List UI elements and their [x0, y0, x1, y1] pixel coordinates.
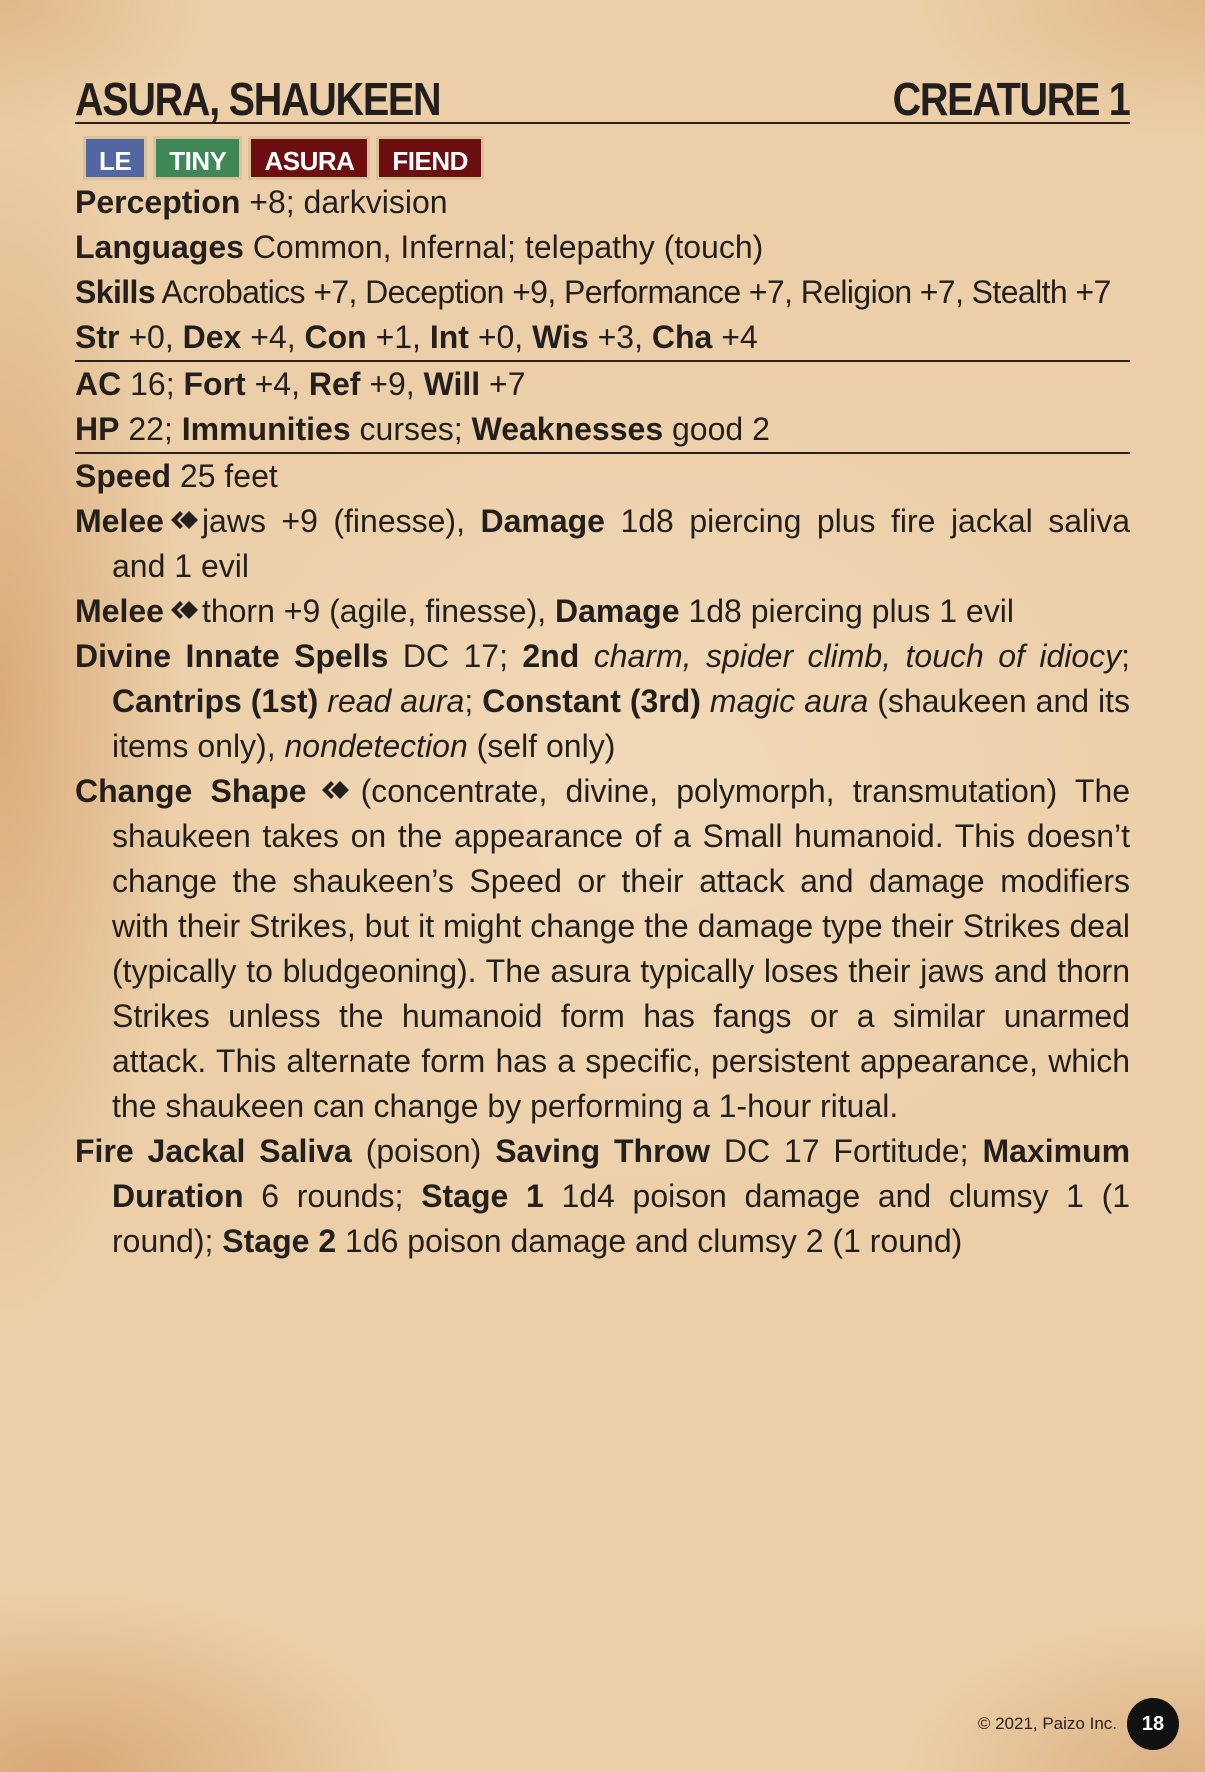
maximum-duration-value: 6 rounds; [261, 1178, 404, 1214]
damage-label: Damage [555, 593, 680, 629]
dex-label: Dex [182, 319, 242, 355]
will-label: Will [423, 366, 481, 402]
fort-label: Fort [183, 366, 246, 402]
stage-2-label: Stage 2 [222, 1223, 337, 1259]
stage-1-value: 1d4 poison damage and clumsy 1 (1 round); [112, 1178, 1130, 1259]
languages-label: Languages [75, 229, 244, 265]
melee-thorn-entry [75, 589, 1130, 634]
hp-label: HP [75, 411, 120, 447]
cha-value: +4 [721, 319, 758, 355]
cha-label: Cha [651, 319, 713, 355]
damage-label: Damage [480, 503, 605, 539]
trait-badge-fiend: FIEND [376, 136, 484, 180]
constant-label: Constant (3rd) [482, 683, 701, 719]
saliva-label: Fire Jackal Saliva [75, 1133, 352, 1169]
weaknesses-label: Weaknesses [471, 411, 664, 447]
fort-value: +4, [254, 366, 300, 402]
melee-attack: thorn +9 (agile, finesse), [201, 593, 547, 629]
dex-value: +4, [250, 319, 296, 355]
change-shape-entry [75, 769, 1130, 1129]
constant-note-2: (self only) [476, 728, 616, 764]
skills-label: Skills [75, 274, 156, 310]
languages-line [75, 225, 1130, 270]
title-row [75, 70, 1130, 124]
skills-line [75, 270, 1130, 315]
skills-value: Acrobatics +7, Deception +9, Performance +7, Religion +7, Stealth +7 [161, 274, 1111, 310]
single-action-icon [168, 505, 198, 535]
ref-label: Ref [308, 366, 361, 402]
wis-label: Wis [532, 319, 589, 355]
int-label: Int [429, 319, 469, 355]
str-value: +0, [128, 319, 174, 355]
str-label: Str [75, 319, 120, 355]
single-action-icon [319, 775, 349, 805]
constant-spell: magic aura [709, 683, 869, 719]
speed-label: Speed [75, 458, 172, 494]
trait-badge-size: TINY [153, 136, 242, 180]
page-number: 18 [1127, 1698, 1179, 1750]
trait-badge-asura: ASURA [248, 136, 370, 180]
melee-label: Melee [75, 503, 164, 539]
con-value: +1, [375, 319, 421, 355]
immunities-label: Immunities [181, 411, 351, 447]
separator: ; [464, 683, 474, 719]
spells-dc: DC 17; [402, 638, 508, 674]
hp-value: 22; [128, 411, 173, 447]
change-shape-text: The shaukeen takes on the appearance of a Small humanoid. This doesn’t change the shaukeen’s Speed or their attack and damage modifiers with their Strikes, but it might change the damage type their Strikes deal (typically to bludgeoning). The asura typically loses their jaws and thorn Strikes unless the humanoid form has fangs or a similar unarmed attack. This alternate form has a specific, persistent appearance, which the shaukeen can change by performing a 1-hour ritual. [112, 773, 1130, 1124]
change-shape-label: Change Shape [75, 773, 307, 809]
separator: ; [1121, 638, 1130, 674]
perception-line [75, 180, 1130, 225]
perception-value: +8; darkvision [249, 184, 448, 220]
spells-label: Divine Innate Spells [75, 638, 389, 674]
wis-value: +3, [597, 319, 643, 355]
maximum-duration-label: Maximum Duration [112, 1133, 1130, 1214]
will-value: +7 [489, 366, 526, 402]
weaknesses-value: good 2 [672, 411, 770, 447]
stat-block [75, 70, 1130, 1264]
hp-line [75, 407, 1130, 454]
rank2-label: 2nd [522, 638, 580, 674]
innate-spells-entry [75, 634, 1130, 769]
speed-value: 25 feet [179, 458, 278, 494]
melee-jaws-entry [75, 499, 1130, 589]
change-shape-traits: (concentrate, divine, polymorph, transmutation) [360, 773, 1058, 809]
fire-jackal-saliva-entry [75, 1129, 1130, 1264]
melee-damage: 1d8 piercing plus 1 evil [688, 593, 1014, 629]
trait-list [83, 136, 1130, 180]
languages-value: Common, Infernal; telepathy (touch) [252, 229, 764, 265]
saving-throw-label: Saving Throw [495, 1133, 710, 1169]
stage-1-label: Stage 1 [421, 1178, 544, 1214]
cantrips-label: Cantrips (1st) [112, 683, 319, 719]
melee-label: Melee [75, 593, 164, 629]
trait-badge-alignment: LE [83, 136, 147, 180]
saliva-trait: (poison) [365, 1133, 482, 1169]
immunities-value: curses; [359, 411, 463, 447]
melee-damage: 1d8 piercing plus fire jackal saliva and 1 evil [112, 503, 1130, 584]
stat-lines [75, 180, 1130, 1264]
single-action-icon [168, 595, 198, 625]
melee-attack: jaws +9 (finesse), [201, 503, 465, 539]
perception-label: Perception [75, 184, 241, 220]
creature-name: ASURA, SHAUKEEN [75, 73, 441, 125]
copyright: © 2021, Paizo Inc. [977, 1714, 1117, 1733]
stage-2-value: 1d6 poison damage and clumsy 2 (1 round) [345, 1223, 963, 1259]
ac-label: AC [75, 366, 122, 402]
cantrips-spells: read aura [327, 683, 465, 719]
int-value: +0, [477, 319, 524, 355]
creature-level: CREATURE 1 [893, 73, 1130, 125]
constant-note: (shaukeen and its items only), [112, 683, 1130, 764]
con-label: Con [304, 319, 367, 355]
ref-value: +9, [369, 366, 415, 402]
constant-spell-2: nondetection [284, 728, 468, 764]
ability-scores-line [75, 315, 1130, 362]
ac-value: 16; [130, 366, 175, 402]
rank2-spells: charm, spider climb, touch of idiocy [593, 638, 1122, 674]
speed-line [75, 454, 1130, 499]
saving-throw-value: DC 17 Fortitude; [723, 1133, 969, 1169]
armor-saves-line [75, 362, 1130, 407]
page-footer [978, 1698, 1179, 1750]
